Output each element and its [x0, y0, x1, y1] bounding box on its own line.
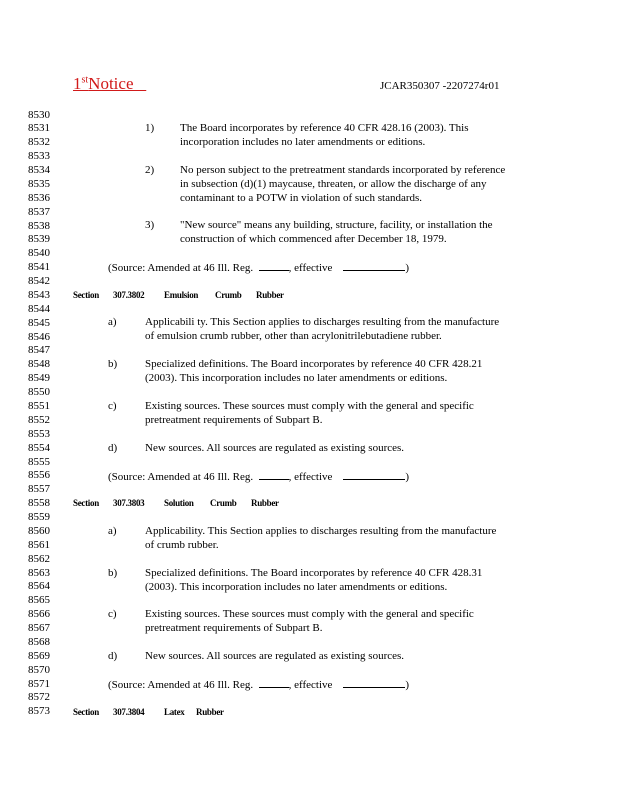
section-word: Section — [73, 707, 99, 717]
item-label: c) — [108, 608, 117, 620]
line-number: 8568 — [28, 635, 50, 648]
item-label: b) — [108, 567, 118, 579]
item-label: a) — [108, 525, 117, 537]
line-number: 8544 — [28, 302, 50, 315]
paragraph-line: Applicability. This Section applies to discharges resulting from the manufacture — [145, 525, 497, 537]
line-number: 8572 — [28, 691, 50, 704]
line-number: 8535 — [28, 177, 50, 190]
line-number: 8549 — [28, 372, 50, 385]
line-number: 8536 — [28, 191, 50, 204]
section-number: 307.3804 — [113, 707, 145, 717]
line-number: 8552 — [28, 413, 50, 426]
item-label: 1) — [145, 122, 155, 134]
paragraph-line: New sources. All sources are regulated as existing sources. — [145, 650, 405, 662]
line-number: 8562 — [28, 552, 50, 565]
paragraph-line: (2003). This incorporation includes no later amendments or editions. — [145, 372, 448, 384]
source-note: (Source: Amended at 46 Ill. Reg. , effective ) — [108, 679, 410, 691]
source-note: (Source: Amended at 46 Ill. Reg. , effective ) — [108, 262, 410, 274]
line-number: 8567 — [28, 622, 50, 635]
item-label: d) — [108, 442, 118, 454]
line-number: 8539 — [28, 233, 50, 246]
section-number: 307.3803 — [113, 498, 145, 508]
item-label: 3) — [145, 219, 155, 231]
line-number: 8560 — [28, 524, 50, 537]
item-label: 2) — [145, 164, 155, 176]
line-number: 8566 — [28, 608, 50, 621]
paragraph-line: pretreatment requirements of Subpart B. — [145, 414, 323, 426]
paragraph-line: contaminant to a POTW in violation of such standards. — [180, 192, 423, 204]
paragraph-line: in subsection (d)(1) maycause, threaten, or allow the discharge of any — [180, 178, 487, 190]
line-number: 8571 — [28, 677, 50, 690]
section-title: Emulsion — [164, 290, 199, 300]
line-number: 8556 — [28, 469, 50, 482]
line-number: 8537 — [28, 205, 50, 218]
line-number: 8548 — [28, 358, 50, 371]
paragraph-line: incorporation includes no later amendments or editions. — [180, 136, 426, 148]
paragraph-line: of crumb rubber. — [145, 539, 219, 551]
paragraph-line: (2003). This incorporation includes no later amendments or editions. — [145, 581, 448, 593]
line-number: 8538 — [28, 219, 50, 232]
paragraph-line: Applicabili ty. This Section applies to discharges resulting from the manufacture — [145, 316, 500, 328]
line-number: 8569 — [28, 649, 50, 662]
paragraph-line: Specialized definitions. The Board incorporates by reference 40 CFR 428.31 — [145, 567, 483, 579]
section-word: Section — [73, 498, 99, 508]
source-note: (Source: Amended at 46 Ill. Reg. , effective ) — [108, 471, 410, 483]
line-number: 8558 — [28, 497, 50, 510]
paragraph-line: Existing sources. These sources must comply with the general and specific — [145, 608, 474, 620]
section-title: Crumb — [210, 498, 237, 508]
line-number: 8530 — [28, 108, 50, 121]
item-label: d) — [108, 650, 118, 662]
paragraph-line: of emulsion crumb rubber, other than acrylonitrilebutadiene rubber. — [145, 330, 442, 342]
line-number: 8532 — [28, 136, 50, 149]
section-number: 307.3802 — [113, 290, 145, 300]
line-number: 8546 — [28, 330, 50, 343]
paragraph-line: Specialized definitions. The Board incorporates by reference 40 CFR 428.21 — [145, 358, 483, 370]
line-number: 8573 — [28, 705, 50, 718]
paragraph-line: construction of which commenced after December 18, 1979. — [180, 233, 447, 245]
line-number: 8542 — [28, 275, 50, 288]
paragraph-line: pretreatment requirements of Subpart B. — [145, 622, 323, 634]
paragraph-line: "New source" means any building, structure, facility, or installation the — [180, 219, 493, 231]
line-number: 8540 — [28, 247, 50, 260]
line-number: 8561 — [28, 538, 50, 551]
section-title: Rubber — [256, 290, 284, 300]
line-number: 8554 — [28, 441, 50, 454]
section-title: Rubber — [196, 707, 224, 717]
document-code: JCAR350307 -2207274r01 — [380, 80, 500, 92]
section-title: Latex — [164, 707, 185, 717]
paragraph-line: Existing sources. These sources must comply with the general and specific — [145, 400, 474, 412]
line-number: 8564 — [28, 580, 50, 593]
line-number: 8547 — [28, 344, 50, 357]
line-number: 8541 — [28, 261, 50, 274]
paragraph-line: No person subject to the pretreatment standards incorporated by reference — [180, 164, 506, 176]
line-number: 8563 — [28, 566, 50, 579]
line-number: 8543 — [28, 288, 50, 301]
section-title: Rubber — [251, 498, 279, 508]
notice-label: 1stNotice — [73, 74, 134, 93]
line-number: 8545 — [28, 316, 50, 329]
line-number: 8531 — [28, 122, 50, 135]
line-number: 8534 — [28, 164, 50, 177]
section-word: Section — [73, 290, 99, 300]
section-title: Solution — [164, 498, 194, 508]
paragraph-line: The Board incorporates by reference 40 CFR 428.16 (2003). This — [180, 122, 469, 134]
line-number: 8551 — [28, 399, 50, 412]
line-number: 8555 — [28, 455, 50, 468]
line-number: 8533 — [28, 150, 50, 163]
line-number: 8550 — [28, 386, 50, 399]
line-number: 8557 — [28, 483, 50, 496]
line-number: 8565 — [28, 594, 50, 607]
line-number: 8570 — [28, 663, 50, 676]
item-label: a) — [108, 316, 117, 328]
item-label: c) — [108, 400, 117, 412]
line-number: 8553 — [28, 427, 50, 440]
line-number: 8559 — [28, 511, 50, 524]
section-title: Crumb — [215, 290, 242, 300]
item-label: b) — [108, 358, 118, 370]
paragraph-line: New sources. All sources are regulated as existing sources. — [145, 442, 405, 454]
